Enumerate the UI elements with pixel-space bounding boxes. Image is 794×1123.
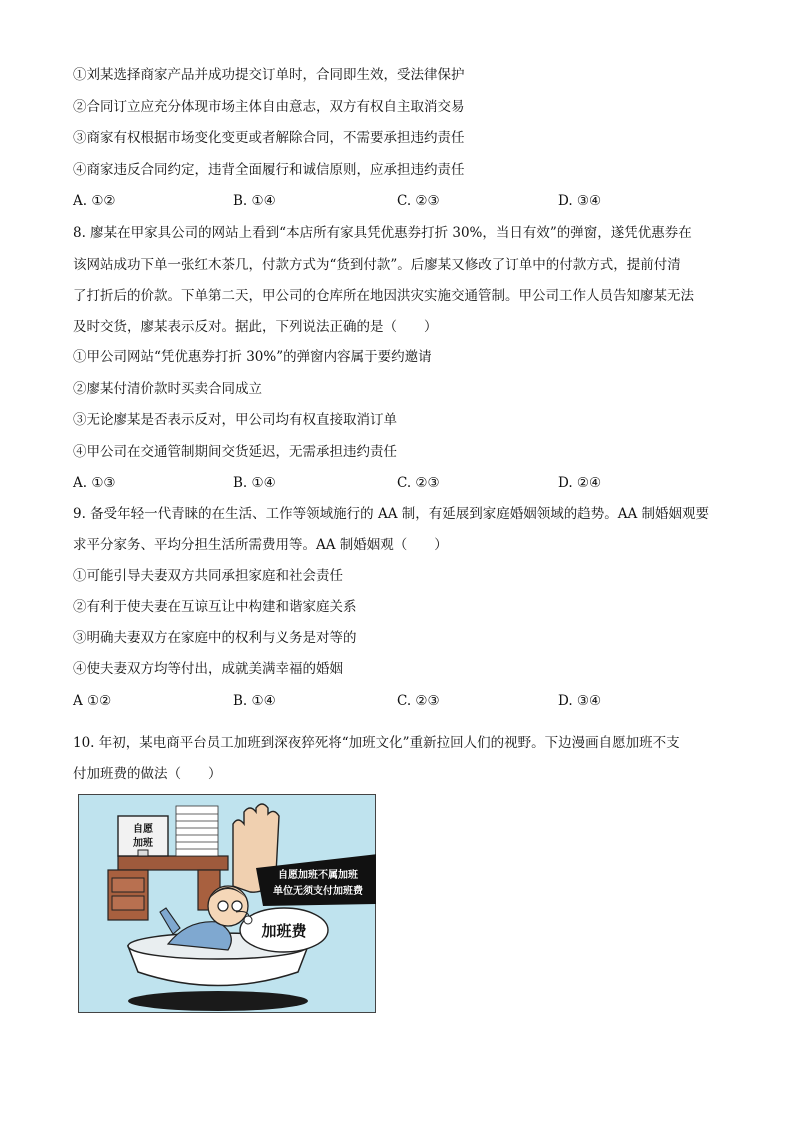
bowl-shadow [128, 991, 308, 1011]
q10-stem-line-1: 10. 年初，某电商平台员工加班到深夜猝死将“加班文化”重新拉回人们的视野。下边漫画自愿加班不支 [73, 735, 680, 751]
q7-statement-2: ②合同订立应充分体现市场主体自由意志，双方有权自主取消交易 [73, 99, 465, 115]
q9-option-a[interactable]: A ①② [73, 693, 112, 709]
q9-statement-1: ①可能引导夫妻双方共同承担家庭和社会责任 [73, 568, 343, 584]
q8-statement-3: ③无论廖某是否表示反对，甲公司均有权直接取消订单 [73, 412, 397, 428]
q9-stem-line-2: 求平分家务、平均分担生活所需费用等。AA 制婚姻观（ ） [73, 537, 448, 553]
q9-option-c[interactable]: C. ②③ [397, 693, 440, 709]
q8-option-b[interactable]: B. ①④ [233, 475, 276, 491]
monitor-sign-line-2: 加班 [133, 838, 153, 849]
q9-option-b[interactable]: B. ①④ [233, 693, 276, 709]
q8-stem-line-2: 该网站成功下单一张红木茶几，付款方式为“货到付款”。后廖某又修改了订单中的付款方式，提前付清 [73, 257, 681, 273]
q7-option-c[interactable]: C. ②③ [397, 193, 440, 209]
q7-options [73, 192, 733, 210]
q9-statement-4: ④使夫妻双方均等付出，成就美满幸福的婚姻 [73, 661, 343, 677]
q8-option-a[interactable]: A. ①③ [73, 475, 116, 491]
q9-option-d[interactable]: D. ③④ [558, 693, 602, 709]
overtime-cartoon [78, 794, 376, 1013]
monitor-sign-line-1: 自愿 [133, 824, 153, 835]
q9-statement-2: ②有利于使夫妻在互谅互让中构建和谐家庭关系 [73, 599, 357, 615]
q10-stem-line-2: 付加班费的做法（ ） [73, 766, 222, 782]
q8-options [73, 474, 733, 492]
q8-statement-4: ④甲公司在交通管制期间交货延迟，无需承担违约责任 [73, 444, 397, 460]
q9-stem-line-1: 9. 备受年轻一代青睐的在生活、工作等领域施行的 AA 制，有延展到家庭婚姻领域的趋势。AA 制婚姻观要 [73, 506, 710, 522]
q8-statement-2: ②廖某付清价款时买卖合同成立 [73, 381, 262, 397]
banner-line-1: 自愿加班不属加班 [278, 870, 358, 881]
banner-line-2: 单位无须支付加班费 [273, 886, 363, 897]
q8-stem-line-1: 8. 廖某在甲家具公司的网站上看到“本店所有家具凭优惠券打折 30%，当日有效”的弹窗，遂凭优惠券在 [73, 225, 692, 241]
q7-statement-3: ③商家有权根据市场变化变更或者解除合同，不需要承担违约责任 [73, 130, 465, 146]
q9-options [73, 692, 733, 710]
paper-stack [176, 806, 218, 856]
q7-statement-1: ①刘某选择商家产品并成功提交订单时，合同即生效，受法律保护 [73, 67, 465, 83]
computer-monitor [118, 816, 168, 856]
q9-statement-3: ③明确夫妻双方在家庭中的权利与义务是对等的 [73, 630, 357, 646]
q8-statement-1: ①甲公司网站“凭优惠券打折 30%”的弹窗内容属于要约邀请 [73, 349, 432, 365]
bubble-text: 加班费 [261, 922, 307, 940]
q8-stem-line-4: 及时交货，廖某表示反对。据此，下列说法正确的是（ ） [73, 319, 438, 335]
q7-option-b[interactable]: B. ①④ [233, 193, 276, 209]
q8-stem-line-3: 了打折后的价款。下单第二天，甲公司的仓库所在地因洪灾实施交通管制。甲公司工作人员告知廖某无法 [73, 288, 694, 304]
q7-option-d[interactable]: D. ③④ [558, 193, 602, 209]
q8-option-c[interactable]: C. ②③ [397, 475, 440, 491]
q7-statement-4: ④商家违反合同约定，违背全面履行和诚信原则，应承担违约责任 [73, 162, 465, 178]
q7-option-a[interactable]: A. ①② [73, 193, 116, 209]
q8-option-d[interactable]: D. ②④ [558, 475, 602, 491]
